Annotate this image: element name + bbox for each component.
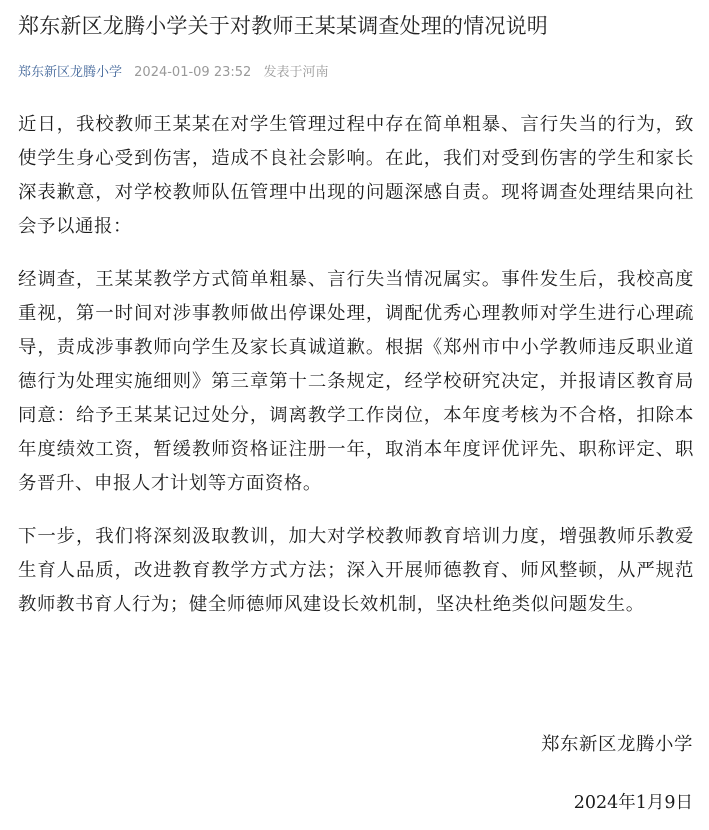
paragraph-1: 近日，我校教师王某某在对学生管理过程中存在简单粗暴、言行失当的行为，致使学生身心受到伤害，造成不良社会影响。在此，我们对受到伤害的学生和家长深表歉意，对学校教师队伍管理中出现的问题深感自责。现将调查处理结果向社会予以通报： bbox=[18, 114, 694, 237]
signature-date: 2024年1月9日 bbox=[573, 793, 693, 813]
publish-location: 发表于河南 bbox=[263, 65, 329, 80]
article-title: 郑东新区龙腾小学关于对教师王某某调查处理的情况说明 bbox=[18, 14, 548, 38]
paragraph-3: 下一步，我们将深刻汲取教训，加大对学校教师教育培训力度，增强教师乐教爱生育人品质，改进教育教学方式方法；深入开展师德教育、师风整顿，从严规范教师教书育人行为；健全师德师风建设长效机制，坚决杜绝类似问题发生。 bbox=[18, 526, 694, 615]
article-meta bbox=[18, 64, 699, 82]
publish-time: 2024-01-09 23:52 bbox=[134, 65, 252, 80]
author-link[interactable]: 郑东新区龙腾小学 bbox=[18, 65, 123, 80]
article-header bbox=[18, 10, 699, 82]
signature-organization: 郑东新区龙腾小学 bbox=[541, 734, 693, 755]
paragraph-2: 经调查，王某某教学方式简单粗暴、言行失当情况属实。事件发生后，我校高度重视，第一时间对涉事教师做出停课处理，调配优秀心理教师对学生进行心理疏导，责成涉事教师向学生及家长真诚道歉。根据《郑州市中小学教师违反职业道德行为处理实施细则》第三章第十二条规定，经学校研究决定，并报请区教育局同意：给予王某某记过处分，调离教学工作岗位，本年度考核为不合格，扣除本年度绩效工资，暂缓教师资格证注册一年，取消本年度评优评先、职称评定、职务晋升、申报人才计划等方面资格。 bbox=[18, 269, 694, 494]
article-body bbox=[18, 108, 694, 622]
